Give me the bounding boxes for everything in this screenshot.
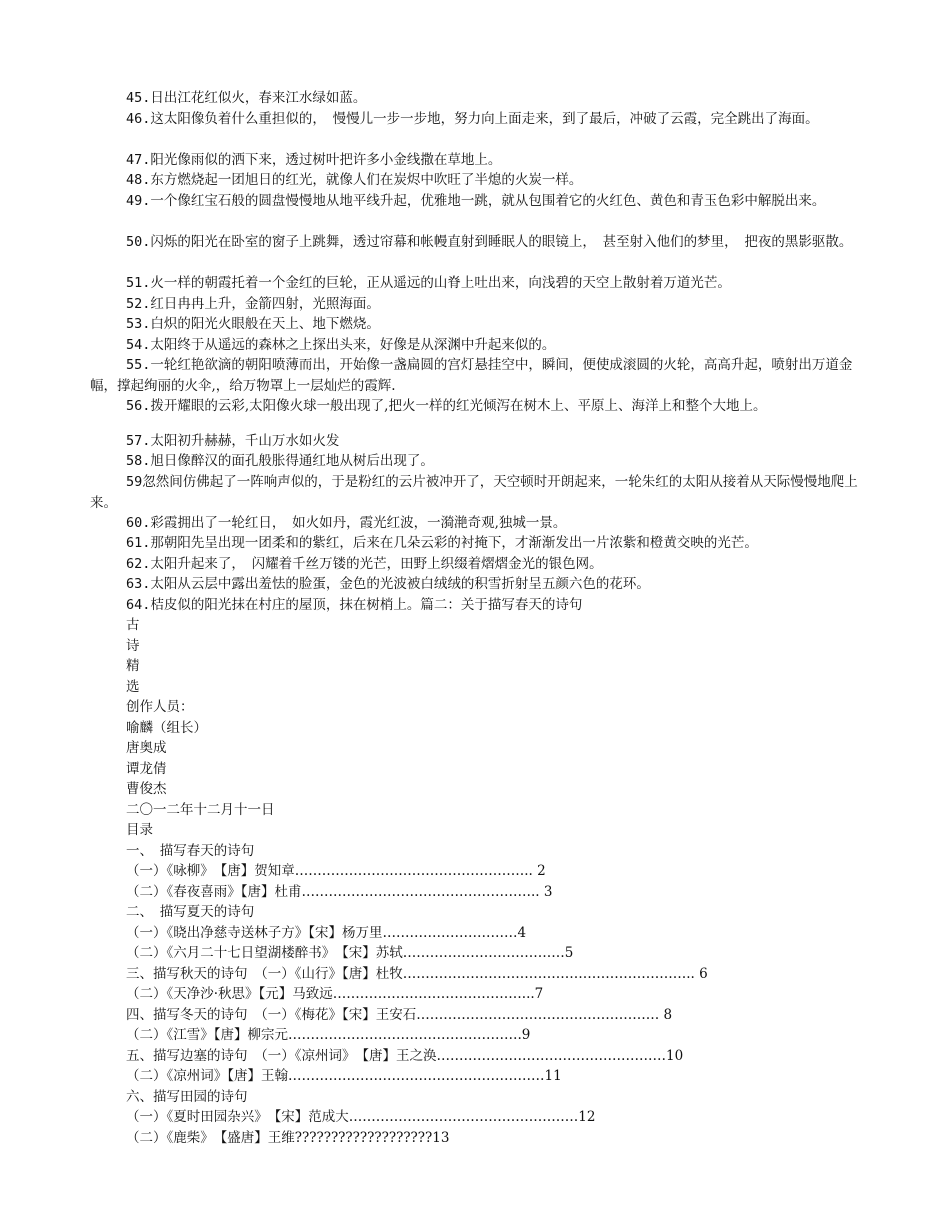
creator-name: 谭龙倩 bbox=[126, 761, 167, 777]
paragraph-number: 50. bbox=[126, 234, 151, 250]
paragraph-59 bbox=[90, 472, 870, 513]
toc-entry: （一）《晓出净慈寺送林子方》【宋】杨万里…………………………4 bbox=[126, 925, 527, 941]
paragraph-54 bbox=[90, 335, 870, 356]
document-date: 二〇一二年十二月十一日 bbox=[126, 802, 275, 818]
paragraph-text: 那朝阳先呈出现一团柔和的紫红，后来在几朵云彩的衬掩下，才渐渐发出一片浓紫和橙黄交映的光芒。 bbox=[150, 535, 758, 551]
paragraph-text: 一轮红艳欲滴的朝阳喷薄而出，开始像一盏扁圆的宫灯悬挂空中，瞬间，便使成滚圆的火轮，高高升起，喷射出万道金幅，撑起绚丽的火伞,，给万物罩上一层灿烂的霞辉. bbox=[90, 357, 853, 394]
creator-name: 喻麟（组长） bbox=[126, 720, 207, 736]
creators-label: 创作人员： bbox=[126, 699, 194, 715]
paragraph-number: 56. bbox=[126, 398, 151, 414]
paragraph-52 bbox=[90, 294, 870, 315]
paragraph-55 bbox=[90, 355, 870, 396]
paragraph-number: 62. bbox=[126, 556, 151, 572]
paragraph-48 bbox=[90, 170, 870, 191]
toc-section: 二、 描写夏天的诗句 bbox=[126, 904, 255, 920]
paragraph-text: 彩霞拥出了一轮红日， 如火如丹，霞光红波，一漪滟奇观,独城一景。 bbox=[150, 515, 567, 531]
paragraph-text: 东方燃烧起一团旭日的红光，就像人们在炭烬中吹旺了半熄的火炭一样。 bbox=[150, 172, 583, 188]
title-char-shi: 诗 bbox=[126, 638, 140, 654]
paragraph-46 bbox=[90, 109, 870, 130]
paragraph-text: 火一样的朝霞托着一个金红的巨轮，正从遥远的山脊上吐出来，向浅碧的天空上散射着万道光芒。 bbox=[150, 275, 731, 291]
paragraph-number: 51. bbox=[126, 275, 151, 291]
paragraph-text: 旭日像醉汉的面孔般胀得通红地从树后出现了。 bbox=[150, 453, 434, 469]
toc-entry: （二）《江雪》【唐】柳宗元…………………………………………….9 bbox=[126, 1027, 531, 1043]
title-char-gu: 古 bbox=[126, 617, 140, 633]
title-char-jing: 精 bbox=[126, 658, 140, 674]
paragraph-45 bbox=[90, 88, 870, 109]
paragraph-57 bbox=[90, 431, 870, 452]
paragraph-text: 忽然间仿佛起了一阵响声似的，于是粉红的云片被冲开了，天空顿时开朗起来，一轮朱红的太阳从接着从天际慢慢地爬上来。 bbox=[90, 474, 858, 511]
paragraph-number: 60. bbox=[126, 515, 151, 531]
paragraph-50 bbox=[90, 232, 870, 253]
paragraph-number: 49. bbox=[126, 193, 151, 209]
paragraph-number: 52. bbox=[126, 296, 151, 312]
paragraph-text: 阳光像雨似的洒下来，透过树叶把许多小金线撒在草地上。 bbox=[150, 152, 502, 168]
paragraph-56 bbox=[90, 396, 870, 417]
paragraph-text: 闪烁的阳光在卧室的窗子上跳舞，透过帘幕和帐幔直射到睡眠人的眼镜上， 甚至射入他们的梦里， 把夜的黑影驱散。 bbox=[150, 234, 853, 250]
paragraph-number: 55. bbox=[126, 357, 151, 373]
paragraph-51 bbox=[90, 273, 870, 294]
paragraph-text: 太阳升起来了， 闪耀着千丝万镂的光芒，田野上织缀着熠熠金光的银色网。 bbox=[150, 556, 603, 572]
paragraph-text: 一个像红宝石般的圆盘慢慢地从地平线升起，优雅地一跳，就从包围着它的火红色、黄色和青玉色彩中解脱出来。 bbox=[150, 193, 826, 209]
toc-section: 六、描写田园的诗句 bbox=[126, 1089, 248, 1105]
paragraph-text: 红日冉冉上升，金箭四射，光照海面。 bbox=[150, 296, 380, 312]
paragraph-53 bbox=[90, 314, 870, 335]
creator-name: 曹俊杰 bbox=[126, 781, 167, 797]
paragraph-60 bbox=[90, 513, 870, 534]
toc-entry: （二）《春夜喜雨》【唐】杜甫…………………………………………….. 3 bbox=[126, 884, 553, 900]
toc-entry: （一）《咏柳》 【唐】贺知章…………………………………………….. 2 bbox=[126, 863, 546, 879]
paragraph-text: 日出江花红似火，春来江水绿如蓝。 bbox=[150, 90, 367, 106]
paragraph-62 bbox=[90, 554, 870, 575]
paragraph-number: 61. bbox=[126, 535, 151, 551]
paragraph-47 bbox=[90, 150, 870, 171]
paragraph-number: 47. bbox=[126, 152, 151, 168]
paragraph-number: 48. bbox=[126, 172, 151, 188]
paragraph-text: 太阳初升赫赫，千山万水如火发 bbox=[150, 433, 340, 449]
toc-section: 一、 描写春天的诗句 bbox=[126, 843, 255, 859]
paragraph-49 bbox=[90, 191, 870, 212]
paragraph-number: 64. bbox=[126, 597, 151, 613]
paragraph-number: 46. bbox=[126, 111, 151, 127]
paragraph-number: 45. bbox=[126, 90, 151, 106]
toc-entry: （二）《六月二十七日望湖楼醉书》 【宋】苏轼………………………………5 bbox=[126, 945, 574, 961]
paragraph-text: 白炽的阳光火眼般在天上、地下燃烧。 bbox=[150, 316, 380, 332]
toc-heading: 目录 bbox=[126, 822, 153, 838]
toc-section-entry: 三、描写秋天的诗句 （一）《山行》【唐】杜牧……………………………………………………….. 6 bbox=[126, 966, 708, 982]
paragraph-61 bbox=[90, 533, 870, 554]
toc-section-entry: 四、描写冬天的诗句 （一）《梅花》【宋】王安石……………………………………………… 8 bbox=[126, 1007, 673, 1023]
creator-name: 唐奥成 bbox=[126, 740, 167, 756]
paragraph-text: 拨开耀眼的云彩,太阳像火球一般出现了,把火一样的红光倾泻在树木上、平原上、海洋上和整个大地上。 bbox=[150, 398, 767, 414]
toc-section-entry: 五、描写边塞的诗句 （一）《凉州词》 【唐】王之涣……………………………………………10 bbox=[126, 1048, 684, 1064]
paragraph-text: 桔皮似的阳光抹在村庄的屋顶，抹在树梢上。篇二：关于描写春天的诗句 bbox=[150, 597, 583, 613]
paragraph-text: 太阳从云层中露出羞怯的脸蛋，金色的光波被白绒绒的积雪折射呈五颜六色的花环。 bbox=[150, 576, 650, 592]
paragraph-text: 太阳终于从遥远的森林之上探出头来，好像是从深渊中升起来似的。 bbox=[150, 337, 556, 353]
paragraph-text: 这太阳像负着什么重担似的， 慢慢儿一步一步地，努力向上面走来，到了最后，冲破了云霞，完全跳出了海面。 bbox=[150, 111, 819, 127]
toc-entry: （一）《夏时田园杂兴》 【宋】范成大……………………………………………12 bbox=[126, 1109, 596, 1125]
paragraph-58 bbox=[90, 451, 870, 472]
title-char-xuan: 选 bbox=[126, 679, 140, 695]
paragraph-number: 54. bbox=[126, 337, 151, 353]
toc-entry: （二）《天净沙·秋思》【元】马致远……………………………………...7 bbox=[126, 986, 544, 1002]
toc-entry: （二）《凉州词》【唐】王翰…………………………………………………11 bbox=[126, 1068, 562, 1084]
paragraph-number: 57. bbox=[126, 433, 151, 449]
paragraph-63 bbox=[90, 574, 870, 595]
paragraph-number: 63. bbox=[126, 576, 151, 592]
paragraph-number: 59 bbox=[126, 474, 143, 490]
paragraph-number: 58. bbox=[126, 453, 151, 469]
paragraph-number: 53. bbox=[126, 316, 151, 332]
paragraph-64 bbox=[90, 595, 870, 616]
toc-entry: （二）《鹿柴》 【盛唐】王维???????????????????13 bbox=[126, 1130, 450, 1146]
